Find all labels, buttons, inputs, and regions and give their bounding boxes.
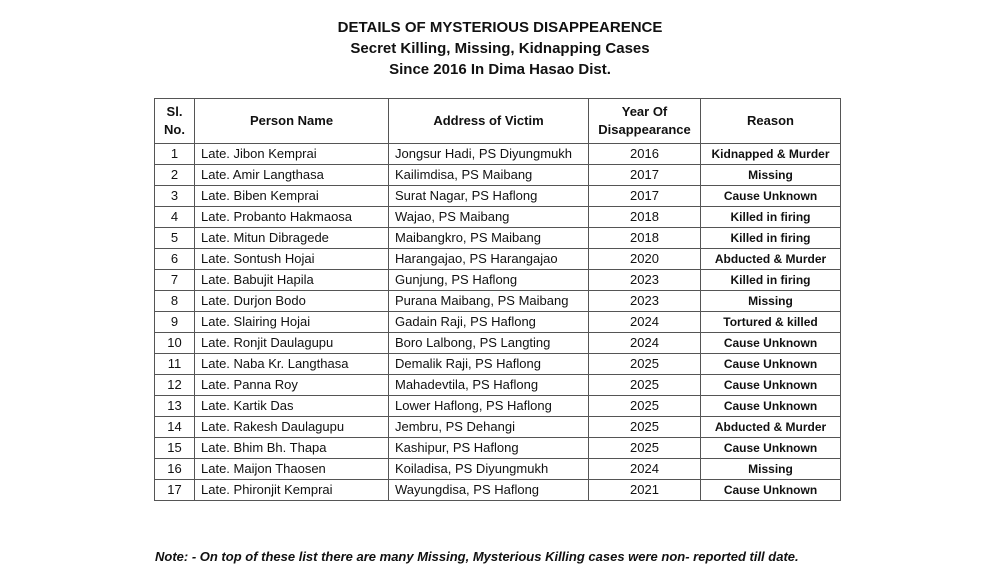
cell-reason: Killed in firing [701, 207, 841, 228]
cell-sl-no: 15 [155, 438, 195, 459]
table-row [155, 186, 841, 207]
header-year-line1: Year Of [621, 104, 668, 119]
cell-address: Mahadevtila, PS Haflong [389, 375, 589, 396]
header-person-name: Person Name [195, 99, 389, 144]
cell-year: 2018 [589, 228, 701, 249]
title-line-3: Since 2016 In Dima Hasao Dist. [389, 61, 611, 78]
cell-person-name: Late. Rakesh Daulagupu [195, 417, 389, 438]
table-row [155, 207, 841, 228]
cell-person-name: Late. Ronjit Daulagupu [195, 333, 389, 354]
cell-year: 2025 [589, 354, 701, 375]
table-row [155, 354, 841, 375]
table-row [155, 270, 841, 291]
cell-year: 2021 [589, 480, 701, 501]
cell-address: Kashipur, PS Haflong [389, 438, 589, 459]
table-row [155, 375, 841, 396]
header-address: Address of Victim [389, 99, 589, 144]
header-sl-no [155, 99, 195, 144]
table-row [155, 144, 841, 165]
table-row [155, 249, 841, 270]
cell-address: Kailimdisa, PS Maibang [389, 165, 589, 186]
table-row [155, 333, 841, 354]
cell-reason: Cause Unknown [701, 375, 841, 396]
cell-reason: Cause Unknown [701, 438, 841, 459]
cell-sl-no: 6 [155, 249, 195, 270]
title-line-1: DETAILS OF MYSTERIOUS DISAPPEARENCE [337, 19, 663, 36]
cell-address: Wayungdisa, PS Haflong [389, 480, 589, 501]
cell-address: Surat Nagar, PS Haflong [389, 186, 589, 207]
cell-reason: Missing [701, 165, 841, 186]
cell-reason: Abducted & Murder [701, 249, 841, 270]
cell-year: 2024 [589, 459, 701, 480]
cell-address: Gadain Raji, PS Haflong [389, 312, 589, 333]
cell-sl-no: 1 [155, 144, 195, 165]
cell-address: Purana Maibang, PS Maibang [389, 291, 589, 312]
table-row [155, 312, 841, 333]
cell-year: 2025 [589, 417, 701, 438]
cell-address: Harangajao, PS Harangajao [389, 249, 589, 270]
cell-person-name: Late. Maijon Thaosen [195, 459, 389, 480]
cell-sl-no: 10 [155, 333, 195, 354]
table-row [155, 228, 841, 249]
cell-sl-no: 3 [155, 186, 195, 207]
table-row [155, 165, 841, 186]
table-row [155, 480, 841, 501]
cell-person-name: Late. Slairing Hojai [195, 312, 389, 333]
cell-person-name: Late. Phironjit Kemprai [195, 480, 389, 501]
cell-person-name: Late. Sontush Hojai [195, 249, 389, 270]
cell-person-name: Late. Durjon Bodo [195, 291, 389, 312]
cell-reason: Missing [701, 459, 841, 480]
cell-person-name: Late. Panna Roy [195, 375, 389, 396]
cell-reason: Cause Unknown [701, 333, 841, 354]
table-row [155, 396, 841, 417]
header-year [589, 99, 701, 144]
cell-address: Demalik Raji, PS Haflong [389, 354, 589, 375]
cell-sl-no: 11 [155, 354, 195, 375]
cell-sl-no: 8 [155, 291, 195, 312]
cell-address: Jembru, PS Dehangi [389, 417, 589, 438]
cell-sl-no: 5 [155, 228, 195, 249]
table-row [155, 417, 841, 438]
cell-reason: Killed in firing [701, 270, 841, 291]
table-row [155, 459, 841, 480]
table-body [155, 144, 841, 501]
table-row [155, 438, 841, 459]
cell-year: 2023 [589, 291, 701, 312]
cell-person-name: Late. Babujit Hapila [195, 270, 389, 291]
cell-sl-no: 17 [155, 480, 195, 501]
header-sl-line1: Sl. [166, 104, 183, 119]
cell-year: 2023 [589, 270, 701, 291]
cell-address: Gunjung, PS Haflong [389, 270, 589, 291]
cell-person-name: Late. Probanto Hakmaosa [195, 207, 389, 228]
cell-sl-no: 14 [155, 417, 195, 438]
footnote: Note: - On top of these list there are many Missing, Mysterious Killing cases were non- reported till date. [155, 549, 799, 564]
cell-person-name: Late. Mitun Dibragede [195, 228, 389, 249]
cell-year: 2025 [589, 375, 701, 396]
cell-address: Maibangkro, PS Maibang [389, 228, 589, 249]
cell-person-name: Late. Bhim Bh. Thapa [195, 438, 389, 459]
cell-address: Boro Lalbong, PS Langting [389, 333, 589, 354]
cell-sl-no: 4 [155, 207, 195, 228]
cell-year: 2020 [589, 249, 701, 270]
cell-sl-no: 9 [155, 312, 195, 333]
header-sl-line2: No. [164, 122, 185, 137]
cell-person-name: Late. Jibon Kemprai [195, 144, 389, 165]
cell-address: Lower Haflong, PS Haflong [389, 396, 589, 417]
cell-reason: Cause Unknown [701, 396, 841, 417]
cell-person-name: Late. Biben Kemprai [195, 186, 389, 207]
cell-reason: Cause Unknown [701, 186, 841, 207]
cell-year: 2025 [589, 396, 701, 417]
title-line-2: Secret Killing, Missing, Kidnapping Cases [350, 40, 650, 57]
cell-year: 2017 [589, 186, 701, 207]
cell-reason: Kidnapped & Murder [701, 144, 841, 165]
cell-sl-no: 13 [155, 396, 195, 417]
cell-year: 2016 [589, 144, 701, 165]
table-header-row [155, 99, 841, 144]
header-reason: Reason [701, 99, 841, 144]
cell-address: Koiladisa, PS Diyungmukh [389, 459, 589, 480]
document-title [0, 17, 1000, 80]
cell-sl-no: 7 [155, 270, 195, 291]
cell-reason: Tortured & killed [701, 312, 841, 333]
cell-sl-no: 16 [155, 459, 195, 480]
cell-year: 2018 [589, 207, 701, 228]
disappearance-table [154, 98, 841, 501]
cell-address: Wajao, PS Maibang [389, 207, 589, 228]
cell-year: 2025 [589, 438, 701, 459]
cell-person-name: Late. Kartik Das [195, 396, 389, 417]
cell-year: 2024 [589, 312, 701, 333]
cell-reason: Missing [701, 291, 841, 312]
cell-reason: Abducted & Murder [701, 417, 841, 438]
cell-person-name: Late. Amir Langthasa [195, 165, 389, 186]
cell-year: 2024 [589, 333, 701, 354]
cell-person-name: Late. Naba Kr. Langthasa [195, 354, 389, 375]
cell-sl-no: 12 [155, 375, 195, 396]
table-row [155, 291, 841, 312]
cell-reason: Cause Unknown [701, 354, 841, 375]
cell-year: 2017 [589, 165, 701, 186]
cell-reason: Cause Unknown [701, 480, 841, 501]
header-year-line2: Disappearance [598, 122, 691, 137]
cell-sl-no: 2 [155, 165, 195, 186]
cell-address: Jongsur Hadi, PS Diyungmukh [389, 144, 589, 165]
cell-reason: Killed in firing [701, 228, 841, 249]
